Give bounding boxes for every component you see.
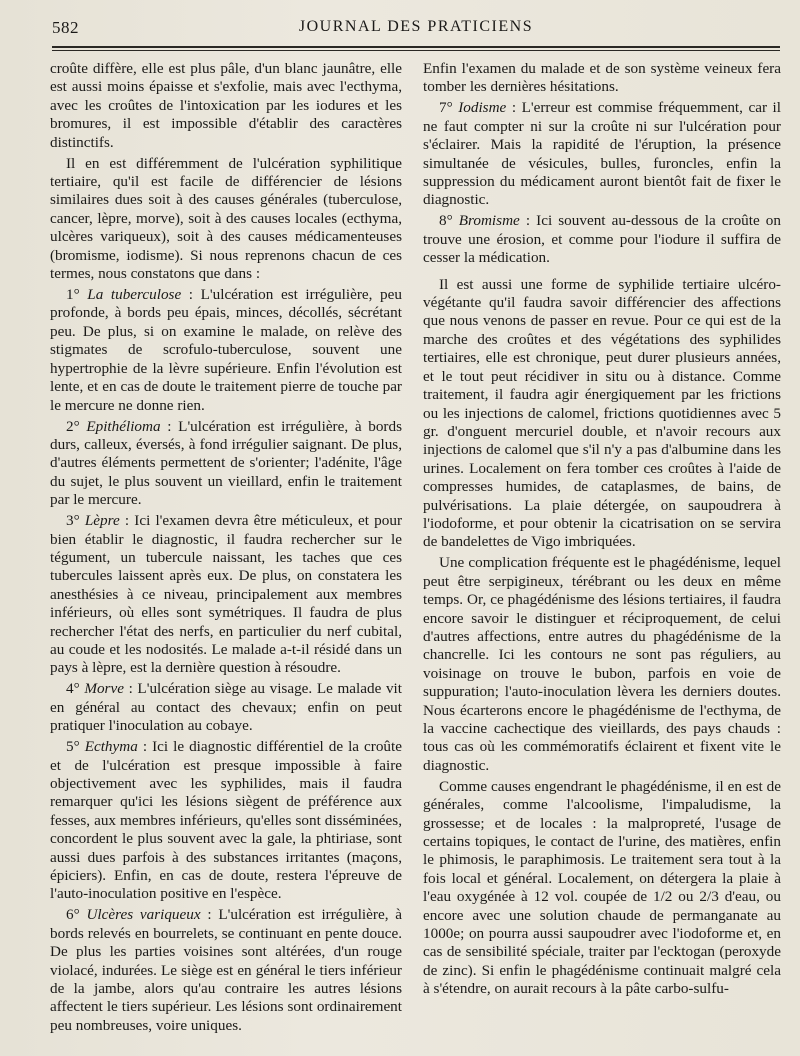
item-term: Lèpre [84, 512, 120, 530]
item-term: Epithélioma [86, 417, 161, 435]
list-item-tuberculose: 1° La tuberculose : L'ulcération est irrégulière, peu profonde, à bords peu épais, minces, décollés, sécrétant peu. De plus, si on examine le malade, on relève des stigmates de scrofulo-tuberculose, souvent une hypertrophie de la lèvre supérieure. Enfin l'évolution est lente, et en cas de doute le traitement pierre de touche par le mercure ne donne rien. [50, 286, 402, 414]
item-term: Morve [84, 680, 124, 698]
page-number: 582 [52, 18, 79, 37]
header-rule [52, 46, 780, 48]
list-item-morve: 4° Morve : L'ulcération siège au visage. Le malade vit en général au contact des chevaux; enfin on peut pratiquer l'inoculation au cobaye. [50, 680, 402, 735]
list-item-iodisme: 7° Iodisme : L'erreur est commise fréquemment, car il ne faut compter ni sur la croûte ni sur l'ulcération pour s'éclairer. Mais la rapidité de l'éruption, la présence simultanée de vésicules, bulles, furoncles, enfin la suppression du médicament auront bientôt fait de fixer le diagnostic. [423, 99, 781, 209]
item-term: La tuberculose [87, 286, 182, 304]
left-column [50, 60, 402, 1050]
item-term: Ecthyma [84, 738, 138, 756]
paragraph: Il est aussi une forme de syphilide tertiaire ulcéro-végétante qu'il faudra savoir différencier des affections que nous venons de passer en revue. Pour ce qui est de la marche des croûtes et des végétations des syphilides tertiaires, elle est chronique, peut durer plusieurs années, et le tout peut récidiver in situ ou à distance. Comme traitement, il faudra agir énergiquement par les frictions ou les injections de calomel, frictions quotidiennes avec 5 gr. d'onguent mercuriel double, et n'avoir recours aux injections de calomel que s'il n'y a pas d'albumine dans les urines. Localement on fera tomber ces croûtes à l'aide de compresses humides, de cataplasmes, de bains, de pulvérisations. La plaie détergée, on saupoudrera à l'iodoforme, et pour obtenir la cicatrisation on se servira de bandelettes de Vigo imbriquées. [423, 275, 781, 551]
right-column [423, 60, 781, 1050]
list-item-ecthyma: 5° Ecthyma : Ici le diagnostic différentiel de la croûte et de l'ulcération est presque impossible à faire objectivement avec les syphilides, mais il faudra remarquer qu'ici les lésions siègent de préférence aux fesses, aux membres inférieurs, qu'elles sont disséminées, concordent le plus souvent avec la gale, la phtiriase, sont aussi dues parfois à des substances irritantes (maçons, épiciers). Enfin, en cas de doute, restera l'épreuve de l'auto-inoculation positive en l'espèce. [50, 738, 402, 903]
list-item-lepre: 3° Lèpre : Ici l'examen devra être méticuleux, et pour bien établir le diagnostic, il faudra rechercher sur le tégument, un tubercule naissant, les taches que ces tubercules laissent après eux. De plus, on constatera les anesthésies à ce niveau, principalement aux membres inférieurs, où elles sont symétriques. Il faudra de plus rechercher l'état des nerfs, en particulier du nerf cubital, au coude et les nodosités. Le malade a-t-il résidé dans un pays à lèpre, est la dernière question à résoudre. [50, 512, 402, 677]
list-item-bromisme: 8° Bromisme : Ici souvent au-dessous de la croûte on trouve une érosion, et comme pour l'iodure il suffira de cesser la médication. [423, 212, 781, 267]
paragraph: Comme causes engendrant le phagédénisme, il en est de générales, comme l'alcoolisme, l'impaludisme, la grossesse; et de locales : la malpropreté, l'usage de certains topiques, le contact de l'urine, des matières, enfin le phimosis, le paraphimosis. Le traitement sera tout à la fois local et général. Localement, on détergera la plaie à l'eau oxygénée à 12 vol. coupée de 1/2 ou 2/3 d'eau, ou encore avec une solution chaude de permanganate au 1000e; on pourra aussi saupoudrer avec l'iodoforme et, en cas de sensibilité spéciale, traiter par l'ecktogan (peroxyde de zinc). Si enfin le phagédénisme continuait malgré cela à s'étendre, on aurait recours à la pâte carbo-sulfu- [423, 777, 781, 998]
paragraph: Enfin l'examen du malade et de son système veineux fera tomber les dernières hésitations. [423, 60, 781, 96]
item-term: Iodisme [458, 99, 507, 117]
list-item-ulceres-variqueux: 6° Ulcères variqueux : L'ulcération est irrégulière, à bords relevés en bourrelets, se continuant en pente douce. De plus les parties voisines sont altérées, d'un rouge violacé, indurées. Le siège est en général le tiers inférieur de la jambe, alors qu'au contraire les autres lésions affectent le tiers supérieur. Les lésions sont ordinairement peu nombreuses, voire uniques. [50, 906, 402, 1034]
paragraph: croûte diffère, elle est plus pâle, d'un blanc jaunâtre, elle est aussi moins épaisse et s'exfolie, mais avec l'ecthyma, avec les croûtes de l'intoxication par les iodures et les bromures, il est impossible d'établir des caractères distinctifs. [50, 60, 402, 151]
running-title: JOURNAL DES PRATICIENS [298, 18, 534, 35]
paragraph: Il en est différemment de l'ulcération syphilitique tertiaire, qu'il est facile de différencier de lésions similaires dues soit à des causes générales (tuberculose, cancer, lèpre, morve), soit à des causes locales (ecthyma, ulcères variqueux), soit à des causes médicamenteuses (bromisme, iodisme). Si nous reprenons chacun de ces termes, nous constatons que dans : [50, 154, 402, 283]
list-item-epithelioma: 2° Epithélioma : L'ulcération est irrégulière, à bords durs, calleux, éversés, à fond irrégulier saignant. De plus, d'autres éléments permettent de s'orienter; l'adénite, l'âge du sujet, le plus souvent un vieillard, enfin le traitement par le mercure. [50, 417, 402, 509]
item-term: Bromisme [458, 212, 520, 230]
paragraph: Une complication fréquente est le phagédénisme, lequel peut être serpigineux, térébrant ou les deux en même temps. Or, ce phagédénisme des lésions tertiaires, il faudra encore savoir le distinguer et réciproquement, de celui d'autres affections, entre autres du phagédénisme de la chancrelle. Ici les contours ne sont pas réguliers, au voisinage on trouve le bubon, parfois en voie de suppuration; l'auto-inoculation lèvera les derniers doutes. Nous écarterons encore le phagédénisme de l'ecthyma, de la vaccine cachectique des vieillards, des pays chauds : tous cas où les commémoratifs éclairent et fixent vite le diagnostic. [423, 554, 781, 774]
header-rule-thin [52, 50, 780, 51]
page-header [52, 18, 780, 44]
item-term: Ulcères variqueux [86, 906, 201, 924]
